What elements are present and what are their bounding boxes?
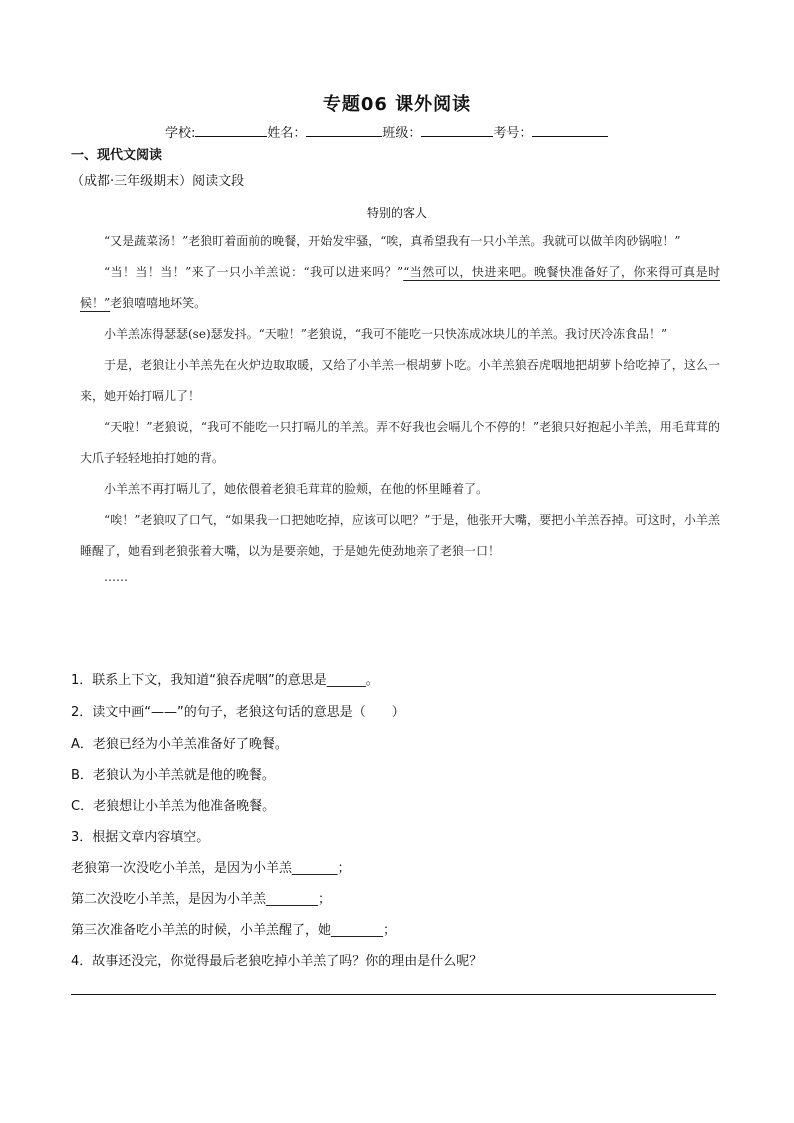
- school-field[interactable]: [195, 124, 267, 137]
- answer-line[interactable]: [71, 994, 716, 995]
- question-2-option-a: A．老狼已经为小羊羔准备好了晚餐。: [71, 737, 288, 752]
- paragraph-7: “唉！”老狼叹了口气，“如果我一口把她吃掉，应该可以吧？”于是，他张开大嘴，要把小羊羔吞掉。可这时，小羊羔睡醒了，她看到老狼张着大嘴，以为是要亲她，于是她先使劲地亲了老狼一口！: [80, 513, 720, 558]
- passage-source: （成都·三年级期末）阅读文段: [71, 174, 245, 189]
- paragraph-6: 小羊羔不再打嗝儿了，她依偎着老狼毛茸茸的脸颊，在他的怀里睡着了。: [104, 482, 489, 496]
- paragraph-3: 小羊羔冻得瑟瑟(se)瑟发抖。“天啦！”老狼说，“我可不能吃一只快冻成冰块儿的羊羔。我讨厌冷冻食品！”: [104, 327, 668, 341]
- question-2-option-b: B．老狼认为小羊羔就是他的晚餐。: [71, 768, 275, 783]
- class-field[interactable]: [421, 124, 493, 137]
- reading-passage: [80, 226, 720, 587]
- question-3-line-1: 老狼第一次没吃小羊羔，是因为小羊羔_______；: [71, 861, 351, 876]
- paragraph-4: 于是，老狼让小羊羔先在火炉边取取暖，又给了小羊羔一根胡萝卜吃。小羊羔狼吞虎咽地把胡萝卜给吃掉了，这么一来，她开始打嗝儿了！: [80, 358, 720, 403]
- name-field[interactable]: [306, 124, 382, 137]
- name-label: 姓名：: [267, 126, 307, 141]
- story-title: 特别的客人: [366, 206, 427, 220]
- question-3-line-2: 第二次没吃小羊羔，是因为小羊羔________；: [71, 892, 332, 907]
- question-3-line-3: 第三次准备吃小羊羔的时候，小羊羔醒了，她________；: [71, 923, 397, 938]
- question-2: 2．读文中画“——”的句子，老狼这句话的意思是（ ）: [71, 705, 405, 720]
- section-heading: 一、现代文阅读: [71, 148, 163, 163]
- class-label: 班级：: [382, 126, 422, 141]
- question-1: 1．联系上下文，我知道“狼吞虎咽”的意思是______。: [71, 673, 379, 688]
- page-title: 专题06 课外阅读: [322, 94, 472, 115]
- school-label: 学校:: [165, 126, 196, 141]
- underlined-sentence: “当然可以，快进来吧。晚餐快准备好了，你来得可真是时候！”: [80, 265, 720, 310]
- paragraph-2-text: “当！当！当！”来了一只小羊羔说：“我可以进来吗？”: [104, 265, 404, 279]
- student-info-line: [165, 122, 608, 141]
- question-2-option-c: C．老狼想让小羊羔为他准备晚餐。: [71, 799, 276, 814]
- question-3: 3．根据文章内容填空。: [71, 830, 210, 845]
- paragraph-5: “天啦！”老狼说，“我可不能吃一只打嗝儿的羊羔。弄不好我也会嗝儿个不停的！”老狼只好抱起小羊羔，用毛茸茸的大爪子轻轻地拍打她的背。: [80, 420, 720, 465]
- paragraph-2-tail: 老狼嘻嘻地坏笑。: [110, 296, 207, 310]
- paragraph-1: “又是蔬菜汤！”老狼盯着面前的晚餐，开始发牢骚，“唉，真希望我有一只小羊羔。我就可以做羊肉砂锅啦！”: [104, 234, 681, 248]
- number-label: 考号：: [493, 126, 533, 141]
- number-field[interactable]: [532, 124, 608, 137]
- ellipsis: ……: [104, 570, 128, 584]
- paragraph-2: [80, 257, 720, 319]
- question-4: 4．故事还没完，你觉得最后老狼吃掉小羊羔了吗？你的理由是什么呢？: [71, 954, 483, 969]
